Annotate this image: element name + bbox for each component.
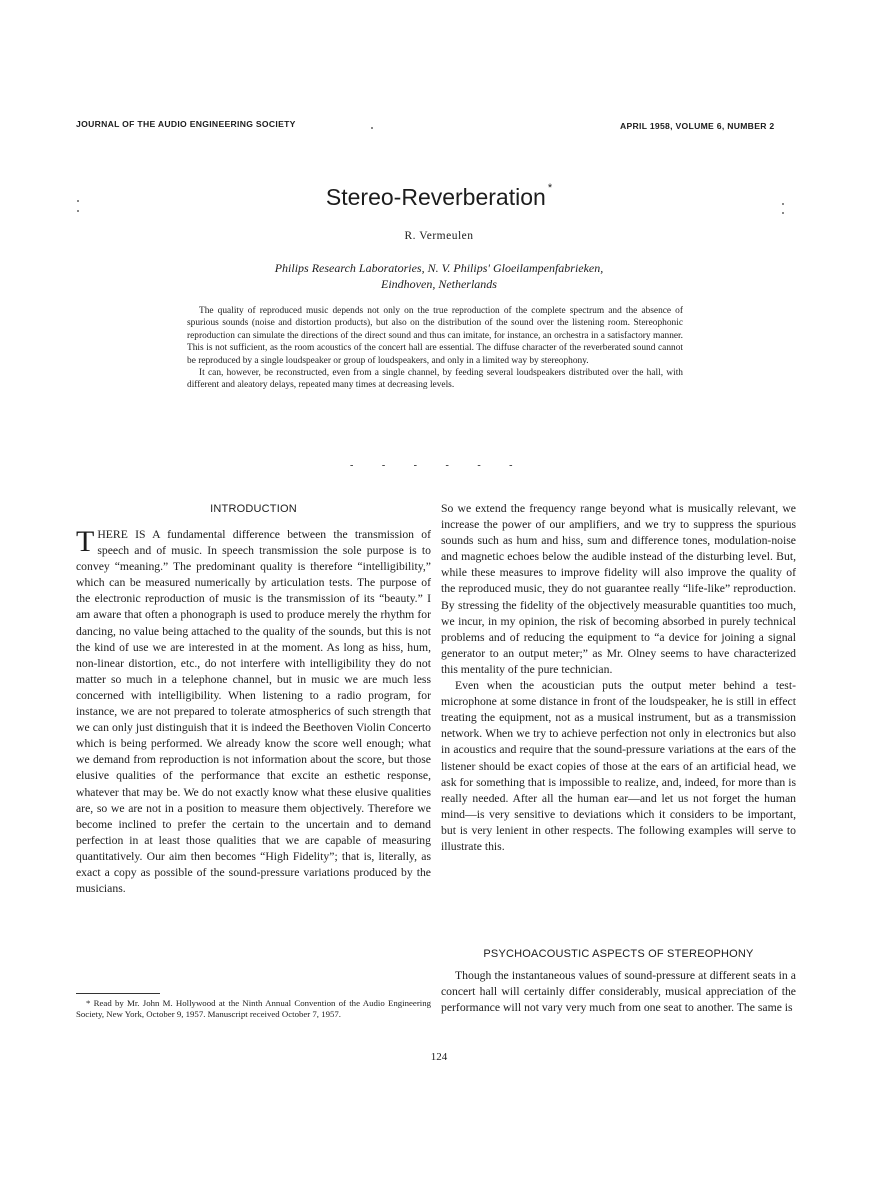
abstract-paragraph-1: The quality of reproduced music depends not only on the true reproduction of the complete spectrum and the absence of spurious sounds (noise and distortion products), but also on the distribution of the sound over the listening room. Stereophonic reproduction can simulate the directions of the direct sound and thus can imitate, for instance, an orchestra in a satisfactory manner. This is not sufficient, as the room acoustics of the concert hall are essential. The diffuse character of the reverberated sound cannot be reproduced by a single loudspeaker or group of loudspeakers, and only in a limited way by stereophony. [187, 306, 683, 366]
scan-speck [782, 203, 784, 205]
article-title [0, 182, 878, 211]
intro-paragraph [76, 527, 431, 897]
author-name: R. Vermeulen [404, 230, 474, 242]
scan-speck [371, 127, 373, 129]
abstract-paragraph-2: It can, however, be reconstructed, even from a single channel, by feeding several loudspeakers distributed over the hall, with different and aleatory delays, repeated many times at decreasing levels. [187, 368, 683, 391]
abstract [187, 305, 683, 392]
article-title-text: Stereo-Reverberation [325, 184, 546, 210]
psych-column [441, 968, 796, 1016]
section-heading-psychoacoustic: PSYCHOACOUSTIC ASPECTS OF STEREOPHONY [483, 948, 754, 960]
page-number: 124 [430, 1051, 448, 1063]
affiliation [0, 260, 878, 292]
title-footnote-mark[interactable]: * [547, 182, 553, 194]
psych-paragraph-1: Though the instantaneous values of sound-pressure at different seats in a concert hall will certainly differ considerably, musical appreciation of the performance will not vary very much from one seat to another. The same is [441, 969, 796, 1015]
scan-speck [77, 210, 79, 212]
intro-paragraph-text: HERE IS A fundamental difference between the transmission of speech and of music. In speech transmission the sole purpose is to convey “meaning.” The predominant quality is therefore “intelligibility,” which can be measured numerically by articulation tests. The purpose of the electronic reproduction of music is the transmission of its “beauty.” I am aware that often a phonograph is used to produce merely the rhythm for dancing, no value being attached to the quality of the sounds, but this is not the kind of use we are interested in at the moment. As long as hiss, hum, non-linear distortion, etc., do not interfere with intelligibility they do not matter so much in a telephone channel, but in music we are much less concerned with intelligibility. When listening to a radio program, for instance, we are not prepared to tolerate atmospherics of such strength that we can only just distinguish that it is indeed the Beethoven Violin Concerto which is being performed. We already know the score well enough; what we demand from reproduction is not information about the score, but those elusive qualities of the performance that excite an esthetic response, whatever that may be. We do not exactly know what these elusive qualities are, so we are not in a position to measure them objectively. Therefore we become inclined to prefer the certain to the uncertain and to demand perfection in at least those qualities that we are capable of measuring quantitatively. Our aim then becomes “High Fidelity”; that is, literally, as exact a copy as possible of the sound-pressure variations produced by the musicians. [76, 528, 431, 896]
scan-speck [782, 212, 784, 214]
right-paragraph-2: Even when the acoustician puts the output meter behind a test-microphone at some distance in front of the loudspeaker, he is still in effect treating the equipment, not as a musical instrument, but as a transmission network. When we try to achieve perfection not only in electronics but also in acoustics and require that the sound-pressure variations at the ears of the listener should be exact copies of those at the ears of an artificial head, we ask for something that is impossible to realize, and, indeed, for more than is really needed. After all the human ear—and let us not forget the human mind—is very sensitive to deviations which it considers to be important, but is very lenient in other respects. The following examples will serve to illustrate this. [441, 679, 796, 853]
scan-speck [77, 200, 79, 202]
footnote-rule [76, 993, 160, 994]
journal-running-head: JOURNAL OF THE AUDIO ENGINEERING SOCIETY [76, 119, 296, 129]
right-column [441, 501, 796, 855]
right-paragraph-1: So we extend the frequency range beyond what is musically relevant, we increase the power of our amplifiers, and we try to suppress the spurious sounds such as hum and hiss, sum and difference tones, modulation-noise and magnetic echoes below the audible instead of the disturbing level. But, while these measures to improve fidelity will also improve the quality of the reproduced music, they do not guarantee really “life-like” reproduction. By stressing the fidelity of the objectively measurable quantities too much, we incur, in my opinion, the risk of becoming absorbed in purely technical problems and of reducing the equipment to “a device for joining a signal generator to an output meter;” as Mr. Olney seems to have characterized this mentality of the pure technician. [441, 502, 796, 676]
affiliation-line-2: Eindhoven, Netherlands [381, 277, 497, 291]
abstract-separator: - - - - - - [350, 460, 526, 471]
drop-cap: T [76, 525, 95, 558]
affiliation-line-1: Philips Research Laboratories, N. V. Philips' Gloeilampenfabrieken, [274, 261, 604, 275]
section-heading-introduction: INTRODUCTION [210, 503, 297, 515]
issue-running-head: APRIL 1958, VOLUME 6, NUMBER 2 [620, 121, 775, 131]
left-column [76, 527, 431, 897]
footnote: * Read by Mr. John M. Hollywood at the Ninth Annual Convention of the Audio Engineering Society, New York, October 9, 1957. Manuscript received October 7, 1957. [76, 998, 431, 1019]
